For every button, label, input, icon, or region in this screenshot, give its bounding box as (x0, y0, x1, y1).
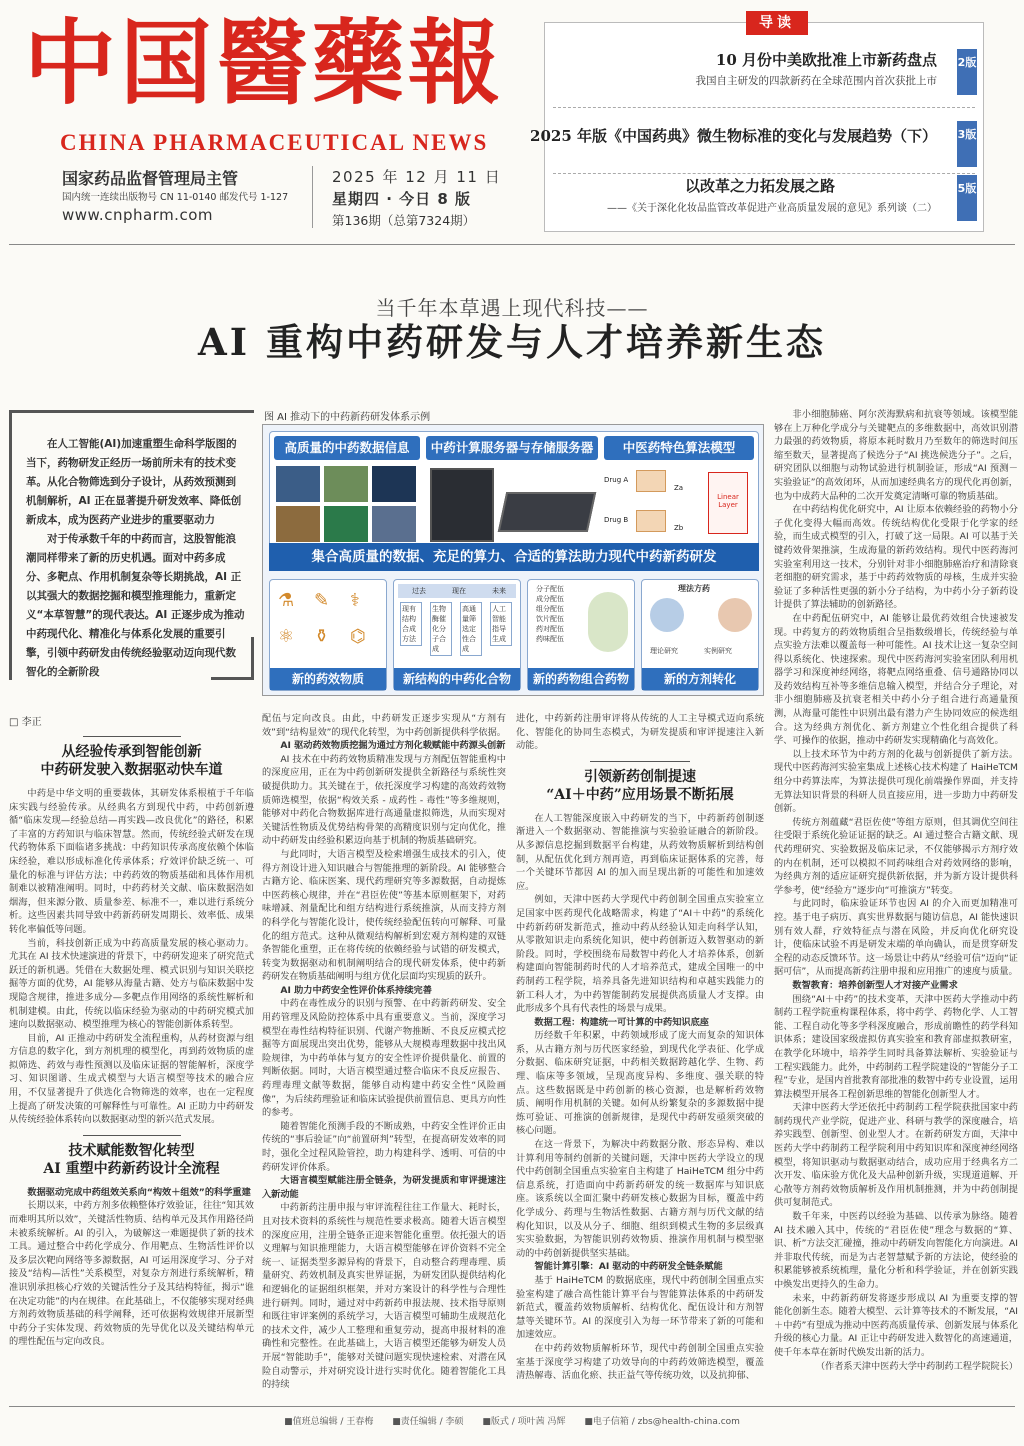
panel-new-compounds (393, 579, 521, 691)
body-paragraph: 长期以来，中药方剂多依赖整体疗效验证，往往“知其效而难明其所以效”，关键活性物质、结构单元及其作用路径尚未被系统解析。AI 的引入，为破解这一难题提供了新的技术工具。通过整合中药化学成分、作用靶点、生物活性评价以及多层次靶向网络等多源数据，AI 可运用深度学习、分子对接及“结构—活性”关系模型，对复杂方剂进行系统解析，精准识别承担核心疗效的关键活性分子及其结构特征，揭示“谁在决定功能”的内在规律。在此基础上，不仅能够实现对经典方剂药效物质基础的科学阐释，还可依据构效规律开展新型中药分子实体发现、药效物质的先导优化以及关键结构单元的理性配伍与定向改良。 (9, 1200, 254, 1348)
body-paragraph: 与此同时，大语言模型及检索增强生成技术的引入，使得方剂设计进入知识融合与智能推理的新阶段。AI 能够整合古籍方论、临床医案、现代药理研究等多源数据，自动提炼中医药核心规律，并在“君臣佐使”等基本原则框架下，对药味增减、剂量配比和组方结构进行系统推演，从而支持方剂的科学化与智能化设计，使传统经验配伍转向可解释、可量化的组方范式。这种从微观结构解析到宏观方剂构建的双链条智能化重塑，正在将传统的依赖经验与试错的研发模式，转变为数据驱动和机制阐明结合的现代研发体系，使中药新药研发在物质基础阐明与组方优化层面均实现质的跃升。 (262, 848, 506, 983)
body-paragraph: 历经数千年积累，中药领域形成了庞大而复杂的知识体系，从古籍方剂与历代医家经验，到现代化学表征、化学成分数据、临床研究证据，中药相关数据跨越化学、生物、药理、临床等多领域，呈现高度异构、多维度、强关联的特点。这些数据既是中药创新的核心资源，也是解析药效物质、阐明作用机制的关键。如何从纷繁复杂的多源数据中提炼可验证、可推演的创新规律，是现代中药研发亟须突破的核心问题。 (516, 1030, 764, 1137)
body-paragraph: 中药在毒性成分的识别与预警、在中药新药研发、安全用药管理及风险防控体系中具有重要意义。当前，深度学习模型在毒性结构特征识别、代谢产物推断、不良反应模式挖掘等方面展现出突出优势，能够从大规模毒理数据中找出风险规律，为中药单体与复方的安全性评价提供量化、前置的判断依据。同时，大语言模型通过整合临床不良反应报告、药理毒理文献等数据，能够自动构建中药安全性“风险画像”，为后续药理验证和临床试验提供前置信息、更具方向性的参考。 (262, 998, 506, 1119)
combination-item: 成分配伍 (536, 595, 564, 603)
newspaper-logo-title: 中国醫藥報 (24, 9, 505, 117)
body-paragraph: 例如，天津中医药大学现代中药创制全国重点实验室立足国家中医药现代化战略需求，构建了“AI＋中药”的系统化中药新药研发新范式，推动中药从经验认知走向科学认知，从零散知识走向系统化知识，使中药创新迈入数智驱动的新阶段。同时，学校围绕布局数智中药化人才培养体系，创新构建面向智能制药时代的人才培养范式，建成全国唯一的中药制药工程学院，培养具备先进知识结构和卓越实践能力的新工科人才，为中药智能制药发展提供高质量人才支撑。由此形成多个具有代表性的场景与成果。 (516, 894, 764, 1015)
guide-item[interactable] (545, 169, 985, 229)
drug-a-label: Drug A (604, 476, 629, 484)
abstract-paragraph: 对于传承数千年的中药而言，这股智能浪潮同样带来了新的历史机遇。面对中药多成分、多靶点、作用机制复杂等长期挑战，AI 正以其强大的数据挖掘和模型推理能力，重新定义“本草智慧”的现代表达。AI 正逐步成为推动中药现代化、精准化与体系化发展的重要引擎，引领中药研发由传统经验驱动迈向现代数智化的全新阶段 (26, 533, 245, 678)
section-heading (9, 1135, 254, 1178)
method-cell: 现有结构合成方法 (400, 602, 422, 646)
article-column-4 (774, 408, 1018, 1446)
test-tube-icon: ⚗ (278, 590, 295, 611)
footer-email[interactable]: ■电子信箱 / zbs@health-china.com (584, 1417, 740, 1427)
method-cell: 人工智能指导生成 (490, 602, 512, 646)
flask-icon: ⚱ (314, 626, 330, 647)
guide-item[interactable] (530, 115, 985, 175)
data-tile (372, 466, 416, 502)
section-lead: 数据驱动完成中药组效关系向“构效＋组效”的科学重建 (27, 1186, 251, 1198)
body-paragraph: 在人工智能深度嵌入中药研发的当下，中药新药创制逐渐进入一个数据驱动、智能推演与实验验证融合的新阶段。从多源信息挖掘到数据平台构建，从药效物质解析到结构创制，从配伍优化到方剂再造，再到临床证据体系的完善，每一个关键环节都因 AI 的加入而呈现出新的可能性和加速效应。 (516, 812, 764, 892)
panel-new-combinations (527, 579, 635, 691)
ai-tcm-figure (262, 424, 764, 696)
figure-header-data: 高质量的中药数据信息 (274, 436, 420, 460)
panel-label: 新结构的中药化合物 (394, 668, 520, 690)
byline: □ 李正 (9, 717, 42, 728)
timeline-bar (398, 584, 516, 598)
body-paragraph: 在中药配伍研究中，AI 能够让最优药效组合快速被发现。中药复方的药效物质组合呈指数级增长，传统经验与单点实验方法难以覆盖每一种可能性。AI 技术让这一复杂空间得以系统化、快速探索。现代中医药海河实验室团队利用机器学习和深度神经网络，将靶点网络重叠、信号通路协同以及药效结构互补等多维信息输入模型，并结合分子理论，对非小细胞肺癌及抗衰老相关中药小分子组合进行高通量预测，从海量可能性中识别出最有潜力产生协同效应的候选组合。这为经典方剂优化、新方剂建立个性化组合提供了科学、可操作的依据，推动中药研发实现精确化与高效化。 (774, 612, 1018, 747)
footer-item: ■值班总编辑 / 王春梅 (284, 1417, 374, 1427)
heading-text: 从经验传承到智能创新 中药研发驶入数据驱动快车道 (40, 744, 223, 778)
newspaper-english-title: CHINA PHARMACEUTICAL NEWS (60, 130, 489, 155)
body-paragraph: 中药新药注册申报与审评流程往往工作量大、耗时长，且对技术资料的系统性与规范性要求极高。随着大语言模型的深度应用，注册全链条正迎来智能化重塑。依托强大的语义理解与知识推理能力，大语言模型能够在评价资料不完全统一、证据类型多源异构的背景下，自动整合药理毒理、质量研究、药效机制及真实世界证据，为研发团队提供结构化和逻辑化的证据组织框架，并对方案设计的科学性与合理性进行研判。同时，通过对中药新药申报法规、技术指导原则和既往审评案例的系统学习，大语言模型可辅助生成规范化的技术文件，减少人工整理和重复劳动，提高申报材料的准确性和完整性。在此基础上，大语言模型还能够为研发人员开展“智能助手”，能够对关键问题实现快速检索、对潜在风险自动警示，并对研究设计进行实时优化。随着智能化工具的持续 (262, 1202, 506, 1391)
body-paragraph: 当前，科技创新正成为中药高质量发展的核心驱动力。尤其在 AI 技术快速演进的背景下，中药研发迎来了研究范式跃迁的新机遇。凭借在大数据处理、模式识别与知识关联挖掘等方面的优势，AI 能够从海量古籍、处方与临床数据中发现隐含规律，推进多成分—多靶点作用网络的系统性解析和机制建模。由此，传统以临床经验为驱动的中药研究模式加速向以数据驱动、模型推理为核心的智能创新体系转型。 (9, 937, 254, 1031)
server-rack-icon (430, 468, 494, 542)
guide-item-title[interactable]: 2025 年版《中国药典》微生物标准的变化与发展趋势（下） (530, 127, 937, 145)
page-badge[interactable]: 2版 (957, 49, 977, 95)
guide-separator (553, 107, 975, 108)
body-paragraph: 进化，中药新药注册审评将从传统的人工主导模式迈向系统化、智能化的协同生态模式，为研发提质和审评提速注入新动能。 (516, 713, 764, 752)
panel-label: 新的方剂转化 (642, 668, 758, 690)
masthead (14, 6, 514, 234)
article-kicker: 当千年本草遇上现代科技—— (375, 296, 649, 320)
combination-item: 组分配伍 (536, 605, 564, 613)
dna-icon: ⚕ (350, 590, 360, 611)
heading-text: 技术赋能数智化转型 AI 重塑中药新药设计全流程 (43, 1142, 220, 1177)
guide-item-title[interactable]: 10 月份中美欧批准上市新药盘点 (715, 51, 937, 69)
body-paragraph: 未来，中药新药研发将逐步形成以 AI 为重要支撑的智能化创新生态。随着大模型、云计算等技术的不断发展，“AI＋中药”有望成为推动中医药高质量传承、创新发展与体系化升级的核心力量。AI 正让中药研发进入数智化的高速通道，使千年本草在新时代焕发出新的活力。 (774, 1292, 1018, 1358)
sponsor-org: 国家药品监督管理局主管 (62, 169, 239, 188)
article-column-1 (9, 728, 254, 1396)
combination-list (536, 584, 564, 644)
herb-bowl-icon (588, 592, 628, 652)
heading-text: 引领新药创制提速 “AI＋中药”应用场景不断拓展 (546, 768, 734, 803)
panel-new-formula (641, 579, 759, 691)
zb-label: Zb (674, 524, 684, 532)
body-paragraph: 以上技术环节为中药方剂的化裁与创新提供了新方法。现代中医药海河实验室集成上述核心技术构建了 HaiHeTCM 组分中药算法库，为算法提供可现化前端操作界面，并支持无算法知识背景的科研人员直接应用，进一步助力中药研发创新。 (774, 748, 1018, 815)
publication-info: 国内统一连续出版物号 CN 11-0140 邮发代号 1-127 (62, 192, 289, 203)
medicine-icon (718, 598, 752, 632)
heading-rule (83, 1135, 181, 1136)
encoder-b-box (636, 510, 666, 532)
data-tile (276, 506, 320, 542)
body-paragraph: 在这一背景下，为解决中药数据分散、形态异构、难以计算利用等制约创新的关键问题，天津中医药大学设立的现代中药创制全国重点实验室自主构建了 HaiHeTCM 组分中药信息系统，打造面向中药新药研发的统一数据库与知识底座。该系统以全面汇聚中药研发核心数据为目标，覆盖中药化学成分、药理与生物活性数据、古籍方剂与历代文献的结构化知识，以及从分子、细胞、组织到模式生物的多层级真实实验数据，为智能识别药效物质、推演作用机制与模型驱动的中药创新提供坚实基础。 (516, 1139, 764, 1259)
timeline-present: 现在 (452, 587, 466, 595)
body-paragraph: 天津中医药大学还依托中药制药工程学院获批国家中药制药现代产业学院，促进产业、科研与教学的深度融合，培养实践型、创新型、创业型人才。在新药研发方面，天津中医药大学中药制药工程学院利用中药知识库和深度神经网络模型，将知识驱动与数据驱动结合，成功应用于经典名方二次开发、临床验方优化及大品种创新升级，实现道道解、开心散等方剂药效物质解析及作用机制推测，并为中药创制提供可复制范式。 (774, 1102, 1018, 1209)
guide-item-subtitle: 我国自主研发的四款新药在全球范围内首次获批上市 (695, 75, 937, 87)
guide-item-title[interactable]: 以改革之力拓发展之路 (684, 177, 835, 195)
encoder-a-box (636, 470, 666, 492)
microscope-icon: ⌬ (350, 626, 366, 647)
case-research-label: 实例研究 (704, 647, 732, 655)
timeline-past: 过去 (412, 587, 426, 595)
heading-rule (590, 761, 689, 762)
theory-label: 理法方药 (678, 584, 710, 593)
section-heading (9, 736, 254, 779)
combination-item: 药对配伍 (536, 625, 564, 633)
masthead-rule (9, 244, 1015, 245)
body-paragraph: 目前，AI 正推动中药研发全流程重构，从药材资源与组方信息的数字化，到方剂机理的模型化，再到药效物质的虚拟筛选、药效与毒性预测以及临床证据的智能解析，深度学习、知识图谱、生成式模型与大语言模型等技术的融合应用，不仅显著提升了供选化合物筛选的效率，也在一定程度上提高了研发决策的可解释性与可靠性。AI 正助力中药研发从传统经验体系转向以数据驱动型的新兴范式发展。 (9, 1032, 254, 1126)
storage-server-icon (498, 492, 597, 532)
data-image-grid (276, 466, 418, 542)
article-column-3 (516, 712, 764, 1396)
section-lead: 大语言模型赋能注册全链条，为研发提质和审评提速注入新动能 (262, 1175, 506, 1200)
guide-tag: 导读 (746, 11, 808, 35)
article-abstract (9, 410, 254, 680)
guide-item[interactable] (545, 43, 985, 103)
section-lead: 数智教育：培养创新型人才对接产业需求 (792, 979, 958, 991)
figure-header-compute: 中药计算服务器与存储服务器 (426, 436, 598, 460)
footer-rule (9, 1406, 1015, 1407)
section-lead: AI 助力中药安全性评价体系持续完善 (280, 984, 432, 996)
page-footer (0, 1414, 1024, 1427)
timeline-future: 未来 (492, 587, 506, 595)
page-badge[interactable]: 3版 (957, 121, 977, 167)
section-heading (516, 761, 764, 804)
body-paragraph: AI 技术在中药药效物质精准发现与方剂配伍智能重构中的深度应用，正在为中药创新研发提供全新路径与系统性突破提供助力。其关键在于，依托深度学习构建的高效药效物质筛选模型，依据“构效关系 - 成药性 - 毒性”等多维规则，能够对中药化合物数据库进行高通量虚拟筛选，从而实现对关键活性物质及优势结构骨架的高精度识别与定向优化，推动中药研发由经验积累迈向基于机制的物质基础研究。 (262, 753, 506, 847)
data-tile (324, 506, 368, 542)
figure-caption: 图 AI 推动下的中药新药研发体系示例 (264, 412, 431, 423)
issue-number: 第136期（总第7324期） (332, 213, 476, 228)
pipette-icon: ✎ (314, 590, 330, 611)
body-paragraph: 围绕“AI＋中药”的技术变革，天津中医药大学推动中药制药工程学院重构课程体系，将中药学、药物化学、人工智能、工程自动化等多学科深度融合，形成前瞻性的药学科知识体系；建设国家级虚拟仿真实验室和教育部虚拟教研室，在教学化环境中，培养学生同时具备算法解析、实验验证与工程实践能力。此外，中药制药工程学院建设的“智能分子工程”专业，是国内首批教育部批准的数智中药专业设置，运用算法模型开展各工程创新思维的智能化创新型人才。 (774, 993, 1018, 1100)
combination-item: 分子配伍 (536, 585, 564, 593)
molecule-icon: ⚛ (278, 626, 295, 647)
guide-box (530, 15, 984, 232)
section-lead: 数据工程：构建统一可计算的中药知识底座 (534, 1016, 709, 1028)
heading-rule (83, 736, 181, 737)
panel-label: 新的药效物质 (270, 668, 386, 690)
guide-item-subtitle: ——《关于深化化妆品监管改革促进产业高质量发展的意见》系列谈（二） (607, 203, 937, 214)
body-paragraph: 传统方剂蕴藏“君臣佐使”等组方原则，但其调优空间往往受限于系统化验证证据的缺乏。AI 通过整合古籍文献、现代药理研究、实验数据及临床记录，不仅能够揭示方剂疗效的内在机制，还可以模拟不同药味组合对药效网络的影响，为经典方剂的适应证研究提供新依据，并为新方设计提供科学参考，使“经验方”逐步向“可推演方”转变。 (774, 816, 1018, 896)
footer-item: ■版式 / 项叶茜 冯辉 (482, 1417, 566, 1427)
body-paragraph: 配伍与定向改良。由此，中药研发正逐步实现从“方剂有效”到“结构显效”的现代化转型，为中药创新提供科学依据。 (262, 713, 506, 738)
panel-label: 新的药物组合药物 (528, 668, 634, 690)
figure-header-algorithm: 中医药特色算法模型 (604, 436, 754, 460)
book-icon (650, 598, 684, 632)
panel-new-substances (269, 579, 387, 691)
model-diagram (604, 466, 754, 546)
abstract-paragraph: 在人工智能(AI)加速重塑生命科学版图的当下，药物研发正经历一场前所未有的技术变革。从化合物筛选到分子设计，从药效预测到机制解析，AI 正在显著提升研发效率、降低创新成本，成为医药产业进步的重要驱动力 (26, 438, 242, 526)
masthead-divider (312, 166, 313, 228)
article-column-2 (262, 712, 506, 1396)
footer-item: ■责任编辑 / 李硕 (392, 1417, 464, 1427)
data-tile (324, 466, 368, 502)
method-cell: 生物酶催化分子合成 (430, 602, 452, 656)
body-paragraph: 在中药结构优化研究中，AI 让原本依赖经验的药物小分子优化变得大幅而高效。传统结构优化受限于化学家的经验，而生成式模型的引入，打破了这一局限。AI 可以基于关键药效骨架推演，生成海量的新药效结构。现代中医药海河实验室利用这一技术，分别针对非小细胞肺癌治疗和清除衰老细胞的研究需求，基于中药药效物质的母核，生成并实验验证了多种活性更强的新小分子结构，为中药小分子新药设计提供了算法辅助的创新路径。 (774, 504, 1018, 611)
article-headline: AI 重构中药研发与人才培养新生态 (198, 320, 826, 364)
combination-item: 饮片配伍 (536, 615, 564, 623)
linear-layer-box: Linear Layer (708, 472, 748, 534)
body-paragraph: 基于 HaiHeTCM 的数据底座，现代中药创制全国重点实验室构建了融合高性能计算平台与智能算法体系的中药研发新范式，覆盖药效物质解析、结构优化、配伍设计和方剂智慧等关键环节。AI 的深度引入为每一环节带来了新的可能和加速效应。 (516, 1274, 764, 1341)
body-paragraph: 中药是中华文明的重要载体，其研发体系根植于千年临床实践与经验传承。从经典名方到现代中药，中药创新遵循“临床发现—经验总结—再实践—改良优化”的路径，积累了丰富的方药知识与临床智慧。然而，传统经验式研发在现代药物体系下面临诸多挑战：中药知识传承高度依赖个体临床经验，难以形成标准化传承体系；疗效评价缺乏统一、可量化的标准与评估方法；中药药效的物质基础和具体作用机制难以被精准阐明。同时，中药药材关文献、临床数据浩如烟海，但来源分散、质量参差、标准不一，难以进行系统分析。这些因素共同导致中药新药研发周期长、效率低、成果转化率偏低等问题。 (9, 788, 254, 935)
section-lead: 智能计算引擎：AI 驱动的中药研发全链条赋能 (534, 1261, 723, 1273)
section-lead: AI 驱动药效物质挖掘为通过方剂化载赋能中药源头创新 (280, 740, 506, 752)
page-badge[interactable]: 5版 (957, 175, 977, 221)
method-cell: 高通量筛选定性合成 (460, 602, 482, 656)
theory-research-label: 理论研究 (650, 647, 678, 655)
data-tile (276, 466, 320, 502)
website-link[interactable]: www.cnpharm.com (62, 206, 213, 224)
weekday-pages: 星期四 · 今日 8 版 (332, 190, 472, 208)
combination-item: 药味配伍 (536, 635, 564, 643)
body-paragraph: 非小细胞肺癌、阿尔茨海默病和抗衰等领域。该模型能够在上万种化学成分与关键靶点的多维数据中，高效识别潜力最强的药效物质，将原本耗时数月乃至数年的筛选时间压缩至数天，显著提高了候选分子“AI 挑选候选分子”。之后，研究团队以细胞与动物试验进行机制验证，形成“AI 预测－实验验证”的高效闭环，从而加速经典名方的现代化再创新，也为中成药大品种的二次开发奠定清晰可靠的物质基础。 (774, 409, 1018, 502)
drug-b-label: Drug B (604, 516, 629, 524)
za-label: Za (674, 484, 684, 492)
data-tile (372, 506, 416, 542)
body-paragraph: 在中药药效物质解析环节，现代中药创制全国重点实验室基于深度学习构建了功效导向的中药药效筛选模型，覆盖清热解毒、活血化瘀、扶正益气等传统功效，以及抗抑郁、 (516, 1342, 764, 1382)
body-paragraph: 数千年来，中医药以经验为基础、以传承为脉络。随着 AI 技术融入其中，传统的“君臣佐使”理念与数据的“算、识、析”方法交汇碰撞，推动中药研发向智能化方向演进。AI 并非取代传统，而是为古老智慧赋予新的方法论，使经验的积累能够被系统梳理，量化分析和科学验证，并在创新实践中焕发出更持久的生命力。 (774, 1211, 1018, 1290)
body-paragraph: 与此同时，临床验证环节也因 AI 的介入而更加精准可控。基于电子病历、真实世界数据与随访信息，AI 能快速识别有效人群，疗效特征点与潜在风险，并反向优化研究设计，使临床试验不再是研发末端的单向确认，而是贯穿研发全程的动态反馈环节。这一场景让中药从“经验可信”迈向“证据可信”，从而提高新药注册申报和应用推广的速度与质量。 (774, 898, 1018, 978)
author-signature: （作者系天津中医药大学中药制药工程学院院长） (815, 1360, 1018, 1372)
lab-icons-grid (278, 590, 378, 660)
body-paragraph: 随着智能化预测手段的不断成熟，中药安全性评价正由传统的“事后验证”向“前置研判”转型，在提高研发效率的同时，强化全过程风险管控，助力构建科学、透明、可信的中药研发评价体系。 (262, 1120, 506, 1173)
issue-date: 2025 年 12 月 11 日 (332, 168, 502, 186)
figure-banner: 集合高质量的数据、充足的算力、合适的算法助力现代中药新药研发 (269, 543, 759, 571)
